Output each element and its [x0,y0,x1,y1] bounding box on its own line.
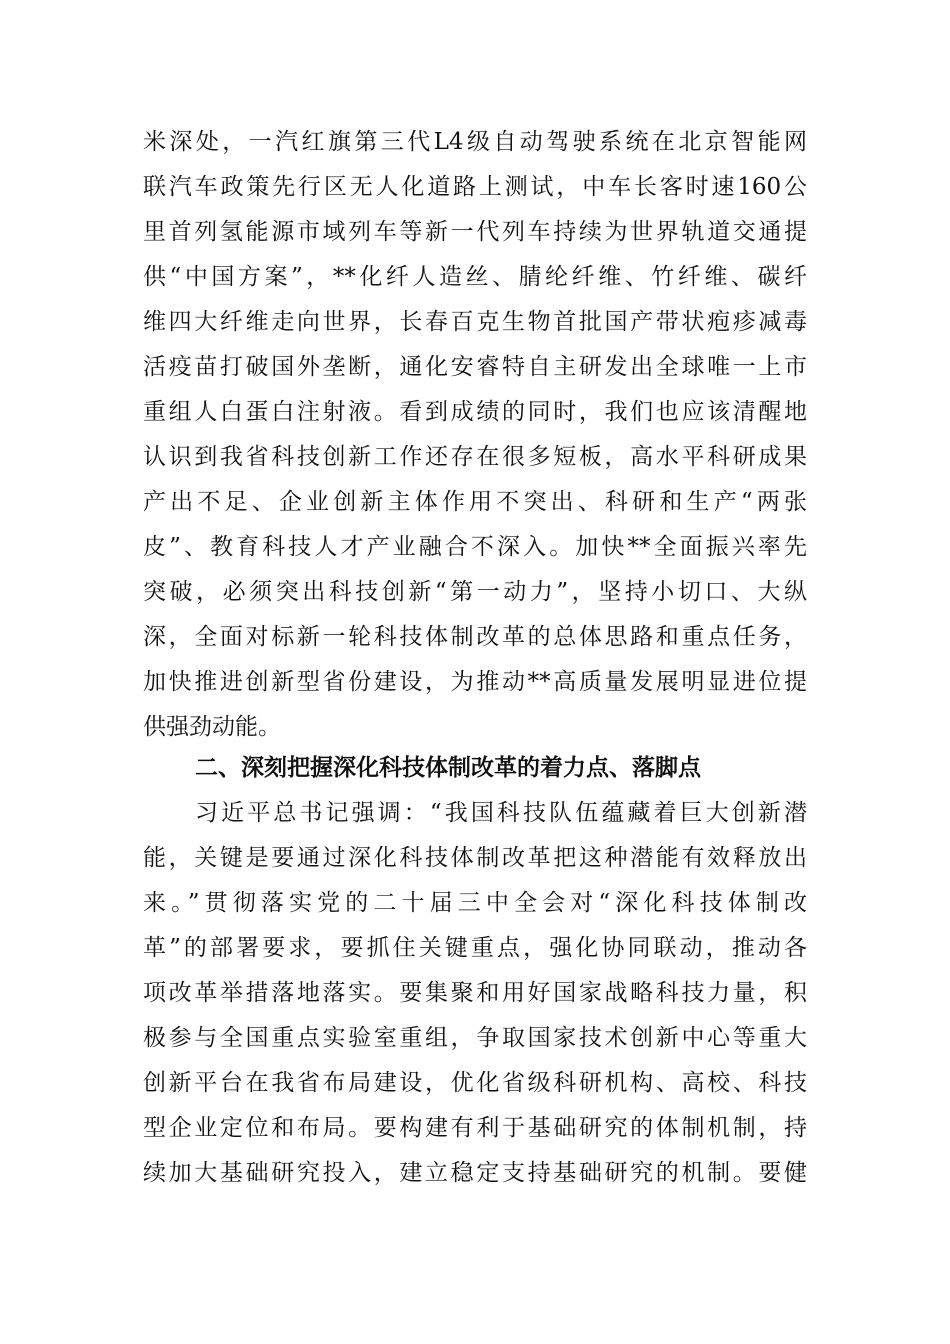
text-line: 皮”、教育科技人才产业融合不深入。加快**全面振兴率先 [143,534,807,560]
text-line: 供强劲动能。 [143,714,281,740]
text-line: 米深处，一汽红旗第三代L4级自动驾驶系统在北京智能网 [143,129,807,155]
text-line: 项改革举措落地落实。要集聚和用好国家战略科技力量，积 [143,980,807,1006]
paragraph [143,791,807,1196]
text-line: 认识到我省科技创新工作还存在很多短板，高水平科研成果 [143,444,807,470]
text-line: 革”的部署要求，要抓住关键重点，强化协同联动，推动各 [143,935,807,961]
text-line: 来。”贯彻落实党的二十届三中全会对“深化科技体制改 [143,890,807,916]
text-line: 供“中国方案”，**化纤人造丝、腈纶纤维、竹纤维、碳纤 [143,264,807,290]
text-line: 极参与全国重点实验室重组，争取国家技术创新中心等重大 [143,1025,807,1051]
text-line: 加快推进创新型省份建设，为推动**高质量发展明显进位提 [143,669,807,695]
text-line: 活疫苗打破国外垄断，通化安睿特自主研发出全球唯一上市 [143,354,807,380]
text-line: 突破，必须突出科技创新“第一动力”，坚持小切口、大纵 [143,579,807,605]
text-line: 维四大纤维走向世界，长春百克生物首批国产带状疱疹减毒 [143,309,807,335]
text-line: 型企业定位和布局。要构建有利于基础研究的体制机制，持 [143,1115,807,1141]
text-line: 产出不足、企业创新主体作用不突出、科研和生产“两张 [143,489,807,515]
text-line: 习近平总书记强调：“我国科技队伍蕴藏着巨大创新潜 [195,800,807,826]
paragraph-continued [143,120,807,750]
text-line: 里首列氢能源市域列车等新一代列车持续为世界轨道交通提 [143,219,807,245]
text-line: 创新平台在我省布局建设，优化省级科研机构、高校、科技 [143,1070,807,1096]
text-line: 联汽车政策先行区无人化道路上测试，中车长客时速160公 [143,174,807,200]
text-line: 能，关键是要通过深化科技体制改革把这种潜能有效释放出 [143,845,807,871]
text-line: 重组人白蛋白注射液。看到成绩的同时，我们也应该清醒地 [143,399,807,425]
text-line: 深，全面对标新一轮科技体制改革的总体思路和重点任务， [143,624,807,650]
section-heading: 二、深刻把握深化科技体制改革的着力点、落脚点 [195,755,701,781]
text-line: 续加大基础研究投入，建立稳定支持基础研究的机制。要健 [143,1160,807,1186]
